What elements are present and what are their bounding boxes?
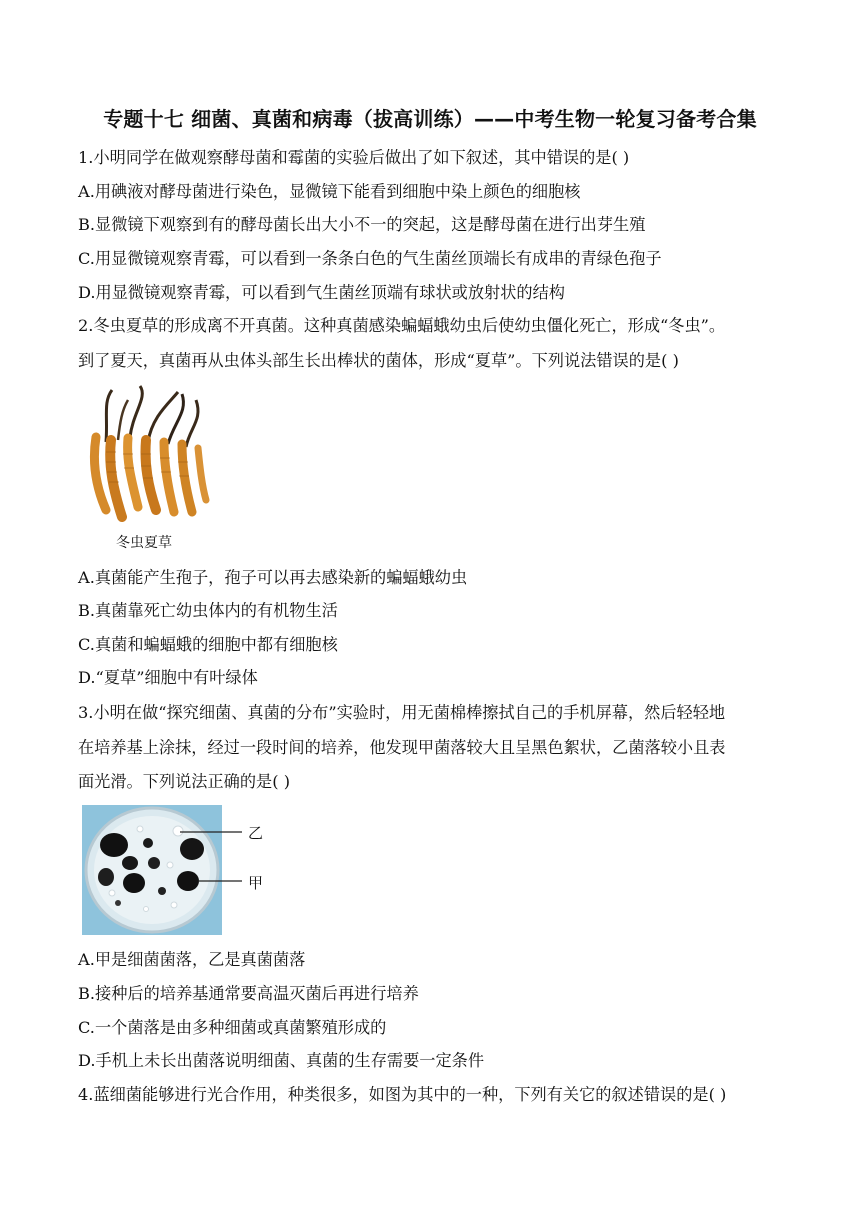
q2-stem-line1: 2.冬虫夏草的形成离不开真菌。这种真菌感染蝙蝠蛾幼虫后使幼虫僵化死亡，形成“冬虫”。 (78, 316, 726, 335)
q3-option-a: A.甲是细菌菌落，乙是真菌菌落 (78, 950, 306, 969)
document-title: 专题十七 细菌、真菌和病毒（拔高训练）——中考生物一轮复习备考合集 (103, 107, 757, 131)
q2-stem-line2: 到了夏天，真菌再从虫体头部生长出棒状的菌体，形成“夏草”。下列说法错误的是( ) (78, 351, 679, 370)
q1-option-d: D.用显微镜观察青霉，可以看到气生菌丝顶端有球状或放射状的结构 (78, 283, 565, 302)
q3-stem-line2: 在培养基上涂抹，经过一段时间的培养，他发现甲菌落较大且呈黑色絮状，乙菌落较小且表 (78, 738, 726, 757)
label-jia: 甲 (248, 874, 264, 892)
q2-option-d: D.“夏草”细胞中有叶绿体 (78, 668, 258, 687)
cordyceps-image (78, 382, 218, 527)
q1-option-b: B.显微镜下观察到有的酵母菌长出大小不一的突起，这是酵母菌在进行出芽生殖 (78, 215, 646, 234)
q3-option-d: D.手机上未长出菌落说明细菌、真菌的生存需要一定条件 (78, 1051, 485, 1070)
q3-option-b: B.接种后的培养基通常要高温灭菌后再进行培养 (78, 984, 419, 1003)
q1-option-a: A.用碘液对酵母菌进行染色，显微镜下能看到细胞中染上颜色的细胞核 (78, 182, 581, 201)
q3-stem-line3: 面光滑。下列说法正确的是( ) (78, 772, 291, 791)
cordyceps-caption: 冬虫夏草 (116, 535, 172, 551)
label-yi: 乙 (248, 824, 264, 842)
q3-option-c: C.一个菌落是由多种细菌或真菌繁殖形成的 (78, 1018, 387, 1037)
q1-option-c: C.用显微镜观察青霉，可以看到一条条白色的气生菌丝顶端长有成串的青绿色孢子 (78, 249, 662, 268)
q3-stem-line1: 3.小明在做“探究细菌、真菌的分布”实验时，用无菌棉棒擦拭自己的手机屏幕，然后轻轻地 (78, 703, 726, 722)
q1-stem: 1.小明同学在做观察酵母菌和霉菌的实验后做出了如下叙述，其中错误的是( ) (78, 148, 630, 167)
q2-option-c: C.真菌和蝙蝠蛾的细胞中都有细胞核 (78, 635, 338, 654)
q2-option-b: B.真菌靠死亡幼虫体内的有机物生活 (78, 601, 338, 620)
cordyceps-figure (78, 382, 218, 527)
q2-option-a: A.真菌能产生孢子，孢子可以再去感染新的蝙蝠蛾幼虫 (78, 568, 468, 587)
q4-stem: 4.蓝细菌能够进行光合作用，种类很多，如图为其中的一种，下列有关它的叙述错误的是( ) (78, 1085, 727, 1104)
